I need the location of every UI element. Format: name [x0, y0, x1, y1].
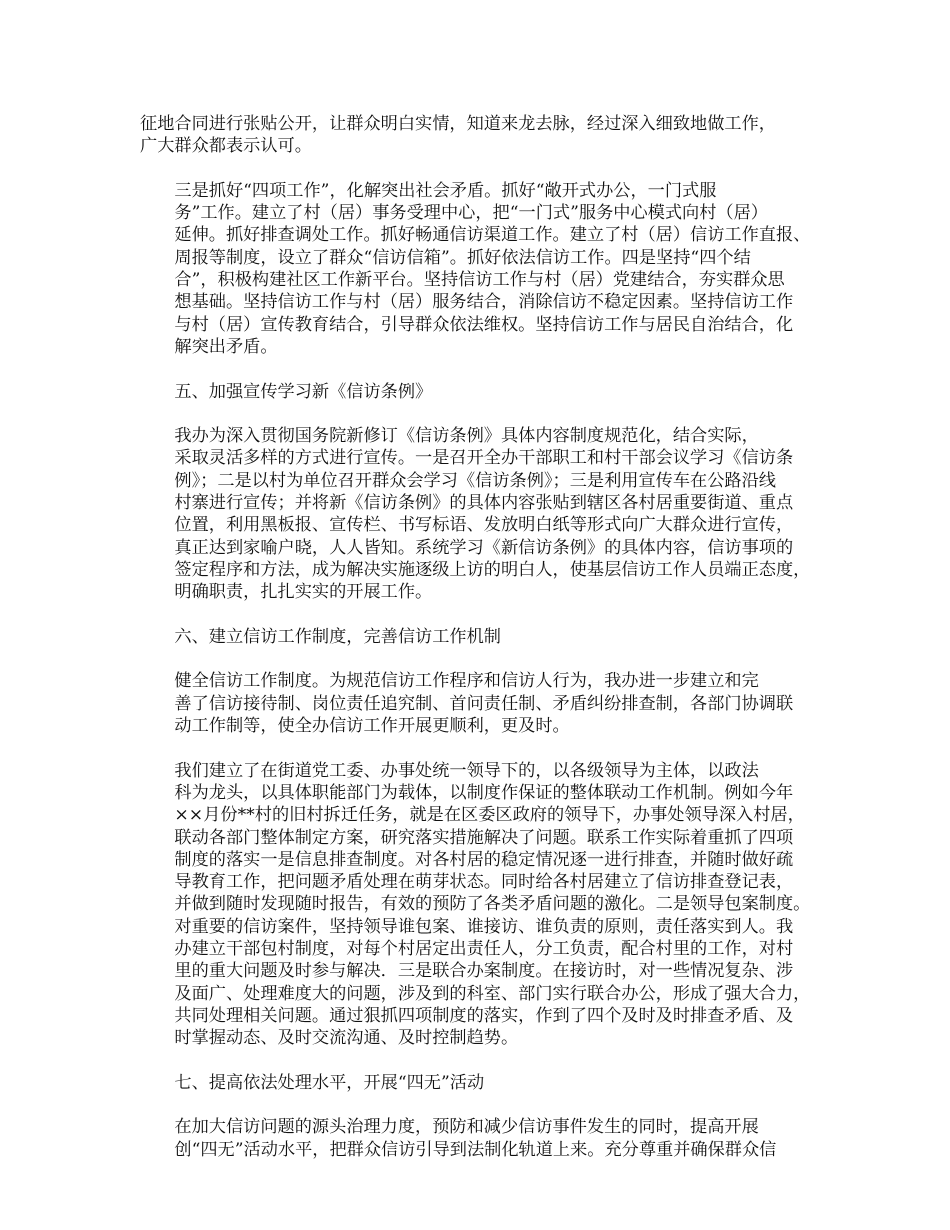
- paragraph-line: 周报等制度，设立了群众“信访信箱”。抓好依法信访工作。四是坚持“四个结: [174, 247, 751, 268]
- paragraph-line: 合”，积极构建社区工作新平台。坚持信访工作与村（居）党建结合，夯实群众思: [174, 270, 785, 291]
- paragraph-line: 联动各部门整体制定方案，研究落实措施解决了问题。联系工作实际着重抓了四项: [174, 827, 794, 848]
- paragraph-line: 健全信访工作制度。为规范信访工作程序和信访人行为，我办进一步建立和完: [174, 671, 759, 692]
- paragraph-line: 办建立干部包村制度，对每个村居定出责任人，分工负责，配合村里的工作，对村: [174, 938, 794, 959]
- paragraph-line: 我办为深入贯彻国务院新修订《信访条例》具体内容制度规范化，结合实际，: [174, 426, 759, 447]
- paragraph-line: 征地合同进行张贴公开，让群众明白实情，知道来龙去脉，经过深入细致地做工作，: [140, 114, 776, 134]
- paragraph-line: 明确职责，扎扎实实的开展工作。: [174, 582, 433, 603]
- paragraph-line: 例》；二是以村为单位召开群众会学习《信访条例》；三是利用宣传车在公路沿线: [174, 470, 776, 491]
- section-heading: 六、建立信访工作制度，完善信访工作机制: [174, 626, 501, 647]
- body-paragraph: [140, 425, 824, 603]
- paragraph-line: 位置，利用黑板报、宣传栏、书写标语、发放明白纸等形式向广大群众进行宣传，: [174, 515, 794, 536]
- paragraph-line: 共同处理相关问题。通过狠抓四项制度的落实，作到了四个及时及时排查矛盾、及: [174, 1005, 794, 1026]
- paragraph-line: 善了信访接待制、岗位责任追究制、首问责任制、矛盾纠纷排查制，各部门协调联: [174, 693, 794, 714]
- paragraph-line: 广大群众都表示认可。: [140, 136, 312, 157]
- paragraph-line: 及面广、处理难度大的问题，涉及到的科室、部门实行联合办公，形成了强大合力，: [174, 983, 811, 1004]
- paragraph-line: 想基础。坚持信访工作与村（居）服务结合，消除信访不稳定因素。坚持信访工作: [174, 292, 794, 313]
- paragraph-line: 导教育工作，把问题矛盾处理在萌芽状态。同时给各村居建立了信访排查登记表，: [174, 872, 794, 893]
- paragraph-line: 在加大信访问题的源头治理力度，预防和减少信访事件发生的同时，提高开展: [174, 1117, 759, 1138]
- paragraph-line: 里的重大问题及时参与解决．三是联合办案制度。在接访时，对一些情况复杂、涉: [174, 961, 794, 982]
- paragraph-line: 村寨进行宣传；并将新《信访条例》的具体内容张贴到辖区各村居重要街道、重点: [174, 493, 794, 514]
- body-paragraph: [140, 113, 824, 158]
- paragraph-line: 我们建立了在街道党工委、办事处统一领导下的，以各级领导为主体，以政法: [174, 760, 759, 781]
- paragraph-line: 真正达到家喻户晓，人人皆知。系统学习《新信访条例》的具体内容，信访事项的: [174, 537, 794, 558]
- paragraph-line: 对重要的信访案件，坚持领导谁包案、谁接访、谁负责的原则，责任落实到人。我: [174, 916, 794, 937]
- paragraph-line: 动工作制等，使全办信访工作开展更顺利，更及时。: [174, 716, 570, 737]
- document-body: [140, 113, 824, 1183]
- paragraph-line: 三是抓好“四项工作”，化解突出社会矛盾。抓好“敞开式办公，一门式服: [174, 180, 717, 201]
- body-paragraph: [140, 180, 824, 358]
- section-heading: 七、提高依法处理水平，开展“四无”活动: [174, 1072, 485, 1093]
- paragraph-line: 制度的落实一是信息排查制度。对各村居的稳定情况逐一进行排查，并随时做好疏: [174, 849, 794, 870]
- paragraph-line: ××月份**村的旧村拆迁任务，就是在区委区政府的领导下，办事处领导深入村居，: [174, 805, 805, 826]
- paragraph-line: 并做到随时发现随时报告，有效的预防了各类矛盾问题的激化。二是领导包案制度。: [174, 894, 811, 915]
- paragraph-line: 创“四无”活动水平，把群众信访引导到法制化轨道上来。充分尊重并确保群众信: [174, 1139, 777, 1160]
- body-paragraph: [140, 760, 824, 1050]
- paragraph-line: 延伸。抓好排查调处工作。抓好畅通信访渠道工作。建立了村（居）信访工作直报、: [174, 225, 811, 246]
- paragraph-line: 科为龙头，以具体职能部门为载体，以制度作保证的整体联动工作机制。例如今年: [174, 782, 794, 803]
- paragraph-line: 解突出矛盾。: [174, 336, 278, 357]
- paragraph-line: 务”工作。建立了村（居）事务受理中心，把“一门式”服务中心模式向村（居）: [174, 203, 768, 224]
- body-paragraph: [140, 670, 824, 737]
- paragraph-line: 采取灵活多样的方式进行宣传。一是召开全办干部职工和村干部会议学习《信访条: [174, 448, 794, 469]
- body-paragraph: [140, 1116, 824, 1161]
- paragraph-line: 签定程序和方法，成为解决实施逐级上访的明白人，使基层信访工作人员端正态度，: [174, 559, 811, 580]
- section-heading: 五、加强宣传学习新《信访条例》: [174, 381, 433, 402]
- paragraph-line: 时掌握动态、及时交流沟通、及时控制趋势。: [174, 1028, 519, 1049]
- paragraph-line: 与村（居）宣传教育结合，引导群众依法维权。坚持信访工作与居民自治结合，化: [174, 314, 794, 335]
